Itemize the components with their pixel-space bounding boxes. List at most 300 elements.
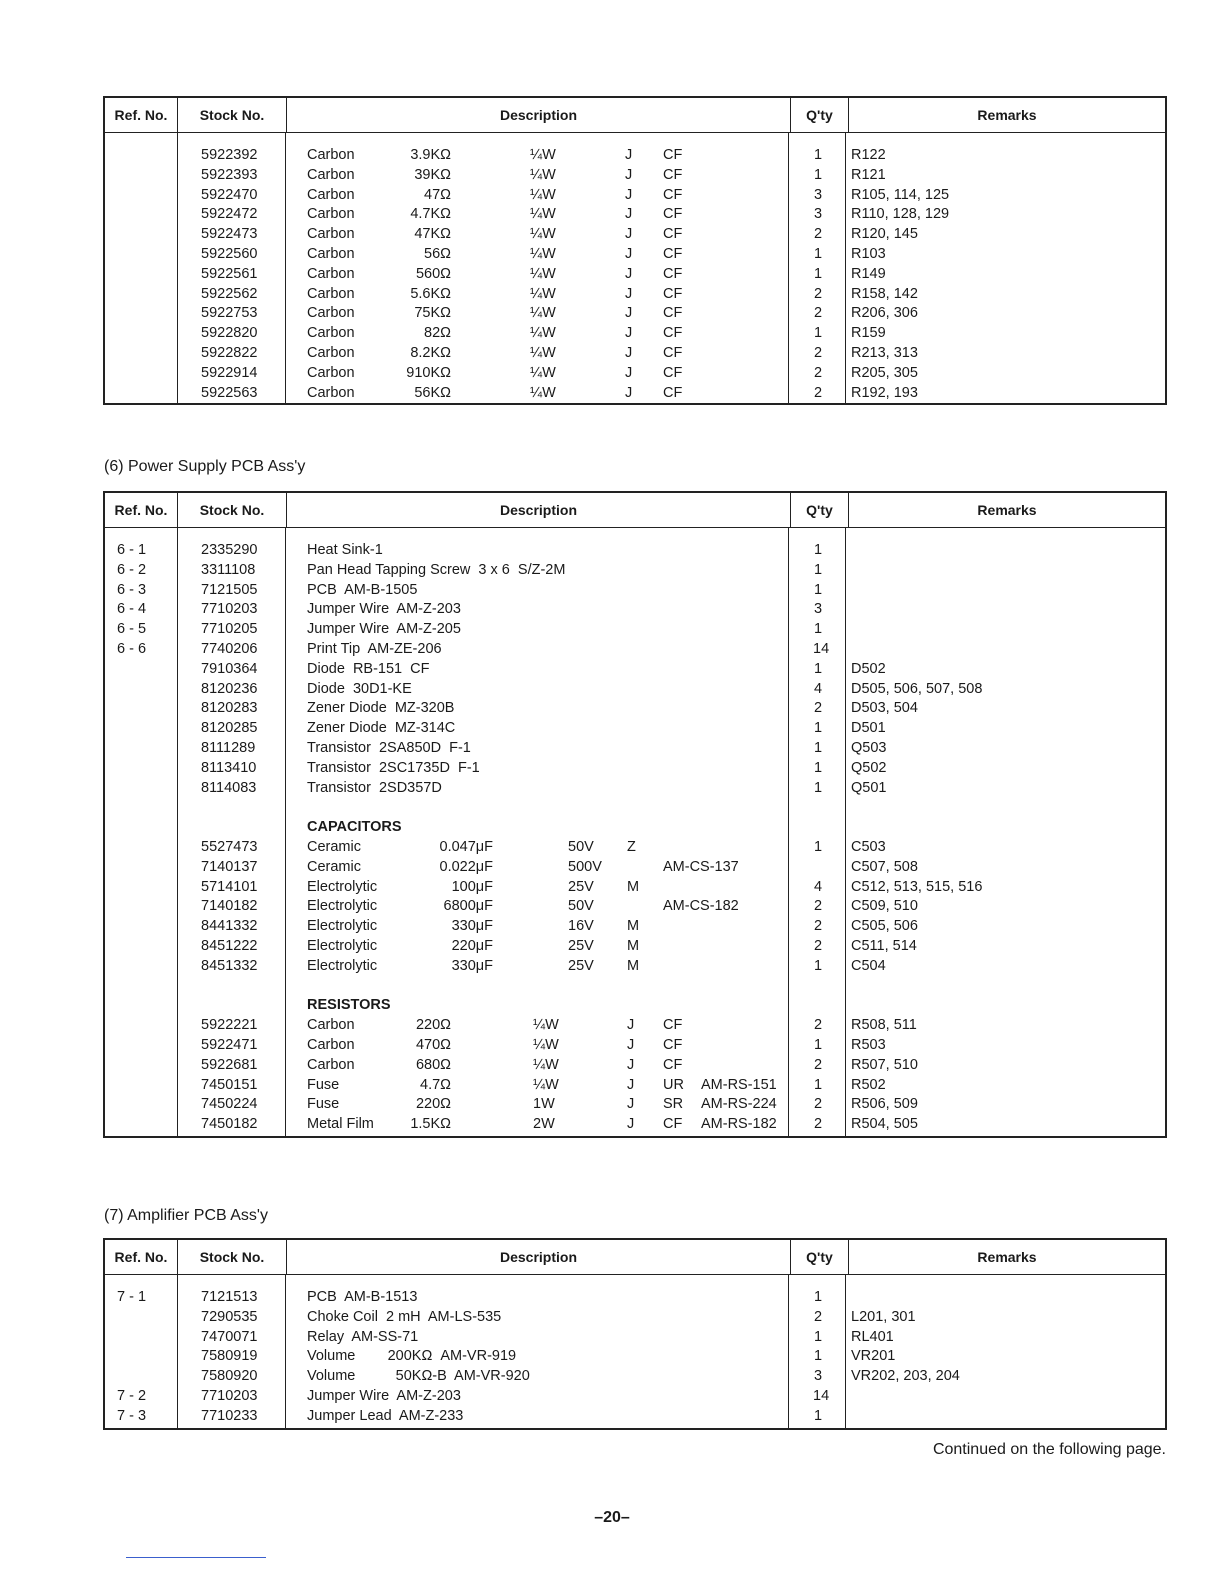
stock-no: 5922562	[201, 285, 258, 302]
table-row	[105, 639, 1165, 659]
qty: 1	[813, 720, 823, 737]
stock-no: 8111289	[201, 740, 256, 756]
description: Pan Head Tapping Screw 3 x 6 S/Z-2M	[307, 561, 566, 578]
description: Transistor 2SC1735D F-1	[307, 759, 480, 776]
stock-no: 5922753	[201, 305, 258, 322]
table-row	[105, 343, 1165, 363]
remarks: R120, 145	[851, 226, 918, 243]
stock-no: 7740206	[201, 641, 258, 657]
desc-tolerance: J	[625, 226, 633, 243]
table-row	[105, 383, 1165, 403]
header-stock: Stock No.	[178, 1240, 287, 1274]
header-description: Description	[287, 493, 791, 527]
table-row	[105, 679, 1165, 699]
desc-wattage: ¼W	[530, 265, 556, 282]
table-row	[105, 1366, 1165, 1386]
desc-type: Carbon	[307, 186, 355, 203]
stock-no: 7140137	[201, 858, 258, 875]
table-row	[105, 599, 1165, 619]
desc-type: Carbon	[307, 325, 355, 342]
description: PCB AM-B-1505	[307, 581, 418, 598]
stock-no: 8451222	[201, 938, 258, 954]
table-body	[105, 1275, 1165, 1429]
desc-material: CF	[663, 345, 683, 361]
desc-value: 5.6KΩ	[410, 285, 451, 302]
desc-type: Carbon	[307, 265, 355, 282]
qty: 1	[813, 246, 823, 262]
stock-no: 5922560	[201, 246, 258, 262]
table-row	[105, 165, 1165, 185]
qty: 1	[813, 325, 823, 342]
desc-material: CF	[663, 147, 683, 163]
desc-material: CF	[663, 1017, 683, 1034]
ref-no: 7 - 3	[117, 1407, 147, 1424]
section-7-title: (7) Amplifier PCB Ass'y	[104, 1207, 268, 1224]
desc-value: 910KΩ	[406, 364, 451, 381]
desc-value: 47Ω	[424, 186, 451, 203]
stock-no: 5922470	[201, 186, 258, 203]
remarks: D502	[851, 660, 886, 677]
table-row	[105, 323, 1165, 343]
description: Choke Coil 2 mH AM-LS-535	[307, 1308, 502, 1325]
header-description: Description	[287, 98, 791, 132]
desc-type: Electrolytic	[307, 957, 378, 974]
table-row	[105, 659, 1165, 679]
desc-value: 8.2KΩ	[410, 345, 451, 361]
table-row	[105, 817, 1165, 837]
ref-no: 6 - 6	[117, 641, 147, 657]
desc-type: Carbon	[307, 206, 355, 223]
qty: 1	[813, 1037, 823, 1053]
desc-material: CF	[663, 325, 683, 342]
header-ref: Ref. No.	[105, 1240, 178, 1274]
desc-voltage: 25V	[568, 878, 594, 895]
remarks: C512, 513, 515, 516	[851, 878, 983, 895]
remarks: C503	[851, 839, 886, 855]
stock-no: 7910364	[201, 660, 258, 677]
divider	[126, 1557, 266, 1558]
ref-no: 7 - 1	[117, 1289, 147, 1305]
table-row	[105, 896, 1165, 916]
desc-tolerance: M	[627, 938, 640, 954]
stock-no: 7710233	[201, 1407, 258, 1424]
desc-wattage: ¼W	[533, 1056, 559, 1073]
qty: 2	[813, 1308, 823, 1325]
table-header	[105, 1240, 1165, 1275]
remarks: Q501	[851, 779, 887, 796]
remarks: R507, 510	[851, 1056, 918, 1073]
ref-no: 6 - 1	[117, 542, 147, 558]
desc-material: CF	[663, 305, 683, 322]
remarks: R158, 142	[851, 285, 918, 302]
qty: 2	[813, 1056, 823, 1073]
table-row	[105, 1055, 1165, 1075]
stock-no: 8113410	[201, 759, 257, 776]
table-row	[105, 1075, 1165, 1095]
desc-code: AM-RS-182	[701, 1116, 777, 1133]
table-row	[105, 224, 1165, 244]
description: Print Tip AM-ZE-206	[307, 641, 442, 657]
stock-no: 5922392	[201, 147, 258, 163]
qty: 2	[813, 384, 823, 401]
stock-no: 7140182	[201, 898, 258, 915]
desc-type: Ceramic	[307, 839, 361, 855]
ref-no: 6 - 4	[117, 601, 147, 618]
qty: 3	[813, 601, 823, 618]
qty: 1	[813, 1348, 823, 1365]
qty: 14	[813, 641, 830, 657]
desc-material: CF	[663, 166, 683, 183]
desc-tolerance: J	[627, 1056, 635, 1073]
stock-no: 7710205	[201, 621, 258, 638]
desc-value: 330μF	[451, 918, 493, 935]
qty: 3	[813, 1368, 823, 1385]
desc-wattage: ¼W	[530, 364, 556, 381]
ref-no: 6 - 2	[117, 561, 147, 578]
amplifier-table	[103, 1238, 1167, 1430]
qty: 1	[813, 957, 823, 974]
desc-value: 82Ω	[424, 325, 451, 342]
desc-material: CF	[663, 384, 683, 401]
desc-wattage: ¼W	[530, 285, 556, 302]
desc-material: CF	[663, 186, 683, 203]
table-row	[105, 956, 1165, 976]
remarks: R206, 306	[851, 305, 918, 322]
stock-no: 8120236	[201, 680, 258, 697]
remarks: VR201	[851, 1348, 896, 1365]
stock-no: 5922820	[201, 325, 258, 342]
desc-wattage: ¼W	[533, 1037, 559, 1053]
desc-type: Carbon	[307, 1056, 355, 1073]
desc-wattage: ¼W	[530, 186, 556, 203]
desc-code: AM-CS-182	[663, 898, 739, 915]
description: Jumper Wire AM-Z-203	[307, 601, 461, 618]
stock-no: 5922471	[201, 1037, 258, 1053]
header-qty: Q'ty	[791, 493, 849, 527]
header-remarks: Remarks	[977, 107, 1037, 123]
stock-no: 5922914	[201, 364, 258, 381]
table-row	[105, 540, 1165, 560]
stock-no: 7450224	[201, 1096, 258, 1113]
desc-type: Electrolytic	[307, 898, 378, 915]
qty: 1	[813, 1328, 823, 1345]
stock-no: 5922472	[201, 206, 258, 223]
desc-value: 56KΩ	[414, 384, 451, 401]
desc-value: 330μF	[451, 957, 493, 974]
desc-value: 0.047μF	[439, 839, 493, 855]
table-row	[105, 1386, 1165, 1406]
table-row	[105, 837, 1165, 857]
stock-no: 7121513	[201, 1289, 258, 1305]
description: Transistor 2SD357D	[307, 779, 442, 796]
stock-no: 5922393	[201, 166, 258, 183]
stock-no: 8114083	[201, 779, 257, 796]
page-number: –20–	[594, 1509, 630, 1526]
desc-tolerance: J	[625, 206, 633, 223]
desc-tolerance: J	[627, 1017, 635, 1034]
description: Jumper Wire AM-Z-203	[307, 1388, 461, 1404]
table-row	[105, 363, 1165, 383]
desc-material: CF	[663, 246, 683, 262]
remarks: R110, 128, 129	[851, 206, 950, 223]
desc-type: Carbon	[307, 345, 355, 361]
qty: 1	[813, 265, 823, 282]
desc-voltage: 50V	[568, 898, 594, 915]
remarks: R508, 511	[851, 1017, 917, 1034]
desc-type: Carbon	[307, 1017, 355, 1034]
table-header	[105, 493, 1165, 528]
desc-voltage: 25V	[568, 957, 594, 974]
remarks: R503	[851, 1037, 886, 1053]
desc-type: Carbon	[307, 384, 355, 401]
qty: 2	[813, 364, 823, 381]
desc-tolerance: J	[625, 285, 633, 302]
desc-material: CF	[663, 364, 683, 381]
table-row	[105, 698, 1165, 718]
qty: 14	[813, 1388, 830, 1404]
qty: 1	[813, 621, 823, 638]
qty: 2	[813, 285, 823, 302]
qty: 1	[813, 166, 823, 183]
qty: 2	[813, 938, 823, 954]
table-row	[105, 995, 1165, 1015]
desc-code: AM-RS-224	[701, 1096, 777, 1113]
remarks: R506, 509	[851, 1096, 918, 1113]
qty: 3	[813, 206, 823, 223]
stock-no: 7710203	[201, 1388, 258, 1404]
desc-wattage: ¼W	[533, 1017, 559, 1034]
desc-wattage: ¼W	[530, 305, 556, 322]
desc-value: 220Ω	[415, 1017, 451, 1034]
desc-value: 4.7KΩ	[410, 206, 451, 223]
qty: 1	[813, 1076, 823, 1093]
description: Relay AM-SS-71	[307, 1328, 419, 1345]
desc-tolerance: Z	[627, 839, 636, 855]
description: Heat Sink-1	[307, 542, 383, 558]
remarks: C505, 506	[851, 918, 918, 935]
remarks: R502	[851, 1076, 886, 1093]
remarks: R504, 505	[851, 1116, 918, 1133]
qty: 1	[813, 779, 823, 796]
stock-no: 7710203	[201, 601, 258, 618]
stock-no: 5922822	[201, 345, 258, 361]
table-body	[105, 133, 1165, 404]
header-remarks: Remarks	[977, 1249, 1037, 1265]
desc-material: CF	[663, 1056, 683, 1073]
description: PCB AM-B-1513	[307, 1289, 418, 1305]
qty: 1	[813, 759, 823, 776]
remarks: R121	[851, 166, 886, 183]
desc-wattage: ¼W	[530, 325, 556, 342]
table-row	[105, 877, 1165, 897]
desc-value: 470Ω	[415, 1037, 451, 1053]
description: Jumper Wire AM-Z-205	[307, 621, 461, 638]
desc-tolerance: M	[627, 957, 640, 974]
header-description: Description	[287, 1240, 791, 1274]
table-row	[105, 857, 1165, 877]
table-row	[105, 1035, 1165, 1055]
desc-wattage: ¼W	[530, 166, 556, 183]
table-row	[105, 758, 1165, 778]
remarks: Q503	[851, 740, 887, 756]
desc-tolerance: J	[625, 325, 633, 342]
stock-no: 2335290	[201, 542, 258, 558]
desc-wattage: 2W	[533, 1116, 555, 1133]
qty: 2	[813, 700, 823, 717]
desc-type: Metal Film	[307, 1116, 374, 1133]
qty: 2	[813, 1017, 823, 1034]
table-row	[105, 936, 1165, 956]
desc-value: 6800μF	[443, 898, 493, 915]
resistors-heading: RESISTORS	[307, 997, 391, 1014]
qty: 2	[813, 305, 823, 322]
desc-code: AM-CS-137	[663, 858, 739, 875]
qty: 1	[813, 1289, 823, 1305]
remarks: R122	[851, 147, 886, 163]
desc-value: 39KΩ	[414, 166, 451, 183]
desc-value: 4.7Ω	[420, 1076, 451, 1093]
section-6-title: (6) Power Supply PCB Ass'y	[104, 458, 306, 475]
header-remarks: Remarks	[977, 502, 1037, 518]
table-row	[105, 718, 1165, 738]
desc-tolerance: J	[627, 1076, 635, 1093]
desc-wattage: ¼W	[530, 206, 556, 223]
table-row	[105, 1406, 1165, 1426]
table-row	[105, 1114, 1165, 1134]
table-row	[105, 1307, 1165, 1327]
qty: 1	[813, 581, 823, 598]
desc-value: 680Ω	[415, 1056, 451, 1073]
remarks: C504	[851, 957, 886, 974]
desc-type: Electrolytic	[307, 938, 378, 954]
remarks: C511, 514	[851, 938, 917, 954]
table-row	[105, 264, 1165, 284]
remarks: R159	[851, 325, 886, 342]
desc-tolerance: J	[627, 1096, 635, 1113]
desc-voltage: 25V	[568, 938, 594, 954]
desc-type: Fuse	[307, 1076, 340, 1093]
stock-no: 7121505	[201, 581, 258, 598]
table-row	[105, 1346, 1165, 1366]
remarks: R205, 305	[851, 364, 918, 381]
desc-material: CF	[663, 226, 683, 243]
table-row	[105, 204, 1165, 224]
desc-wattage: ¼W	[530, 147, 556, 163]
ref-no: 7 - 2	[117, 1388, 147, 1404]
remarks: Q502	[851, 759, 887, 776]
table-row	[105, 244, 1165, 264]
desc-type: Electrolytic	[307, 878, 378, 895]
desc-tolerance: J	[627, 1037, 635, 1053]
desc-type: Fuse	[307, 1096, 340, 1113]
stock-no: 7470071	[201, 1328, 258, 1345]
desc-material: CF	[663, 265, 683, 282]
table-row	[105, 1287, 1165, 1307]
ref-no: 6 - 3	[117, 581, 147, 598]
desc-wattage: ¼W	[533, 1076, 559, 1093]
stock-no: 5714101	[201, 878, 258, 895]
header-ref: Ref. No.	[105, 493, 178, 527]
remarks: C507, 508	[851, 858, 918, 875]
desc-value: 1.5KΩ	[410, 1116, 451, 1133]
remarks: R105, 114, 125	[851, 186, 950, 203]
qty: 2	[813, 898, 823, 915]
table-row	[105, 580, 1165, 600]
desc-wattage: 1W	[533, 1096, 555, 1113]
stock-no: 5922221	[201, 1017, 258, 1034]
desc-type: Carbon	[307, 285, 355, 302]
stock-no: 7580919	[201, 1348, 258, 1365]
description: Diode RB-151 CF	[307, 660, 430, 677]
desc-material: UR	[663, 1076, 684, 1093]
table-row	[105, 1015, 1165, 1035]
stock-no: 5527473	[201, 839, 258, 855]
table-row	[105, 145, 1165, 165]
desc-wattage: ¼W	[530, 345, 556, 361]
desc-value: 100μF	[451, 878, 493, 895]
table-row	[105, 916, 1165, 936]
table-row	[105, 303, 1165, 323]
capacitors-heading: CAPACITORS	[307, 819, 402, 836]
description: Jumper Lead AM-Z-233	[307, 1407, 464, 1424]
qty: 4	[813, 680, 823, 697]
desc-tolerance: J	[625, 384, 633, 401]
qty: 1	[813, 561, 823, 578]
stock-no: 7450182	[201, 1116, 258, 1133]
header-qty: Q'ty	[791, 1240, 849, 1274]
stock-no: 7450151	[201, 1076, 258, 1093]
stock-no: 7580920	[201, 1368, 258, 1385]
continued-note: Continued on the following page.	[932, 1441, 1166, 1458]
table-row	[105, 619, 1165, 639]
table-row	[105, 1094, 1165, 1114]
stock-no: 5922681	[201, 1056, 258, 1073]
description: Transistor 2SA850D F-1	[307, 740, 471, 756]
stock-no: 5922561	[201, 265, 258, 282]
remarks: C509, 510	[851, 898, 918, 915]
desc-material: CF	[663, 285, 683, 302]
ref-no: 6 - 5	[117, 621, 147, 638]
desc-tolerance: J	[625, 147, 633, 163]
qty: 4	[813, 878, 823, 895]
desc-type: Carbon	[307, 1037, 355, 1053]
desc-tolerance: J	[625, 265, 633, 282]
desc-tolerance: J	[625, 246, 633, 262]
table-row	[105, 778, 1165, 798]
desc-type: Carbon	[307, 226, 355, 243]
description: Zener Diode MZ-320B	[307, 700, 455, 717]
table-header	[105, 98, 1165, 133]
desc-voltage: 16V	[568, 918, 594, 935]
table-row	[105, 560, 1165, 580]
qty: 2	[813, 1096, 823, 1113]
qty: 1	[813, 660, 823, 677]
description: Diode 30D1-KE	[307, 680, 412, 697]
qty: 1	[813, 542, 823, 558]
description: Zener Diode MZ-314C	[307, 720, 456, 737]
resistor-table-1	[103, 96, 1167, 405]
qty: 1	[813, 839, 823, 855]
desc-value: 75KΩ	[414, 305, 451, 322]
desc-value: 56Ω	[424, 246, 451, 262]
stock-no: 8441332	[201, 918, 258, 935]
desc-type: Carbon	[307, 166, 355, 183]
desc-type: Electrolytic	[307, 918, 378, 935]
qty: 1	[813, 740, 823, 756]
stock-no: 8120285	[201, 720, 258, 737]
qty: 2	[813, 226, 823, 243]
qty: 2	[813, 1116, 823, 1133]
